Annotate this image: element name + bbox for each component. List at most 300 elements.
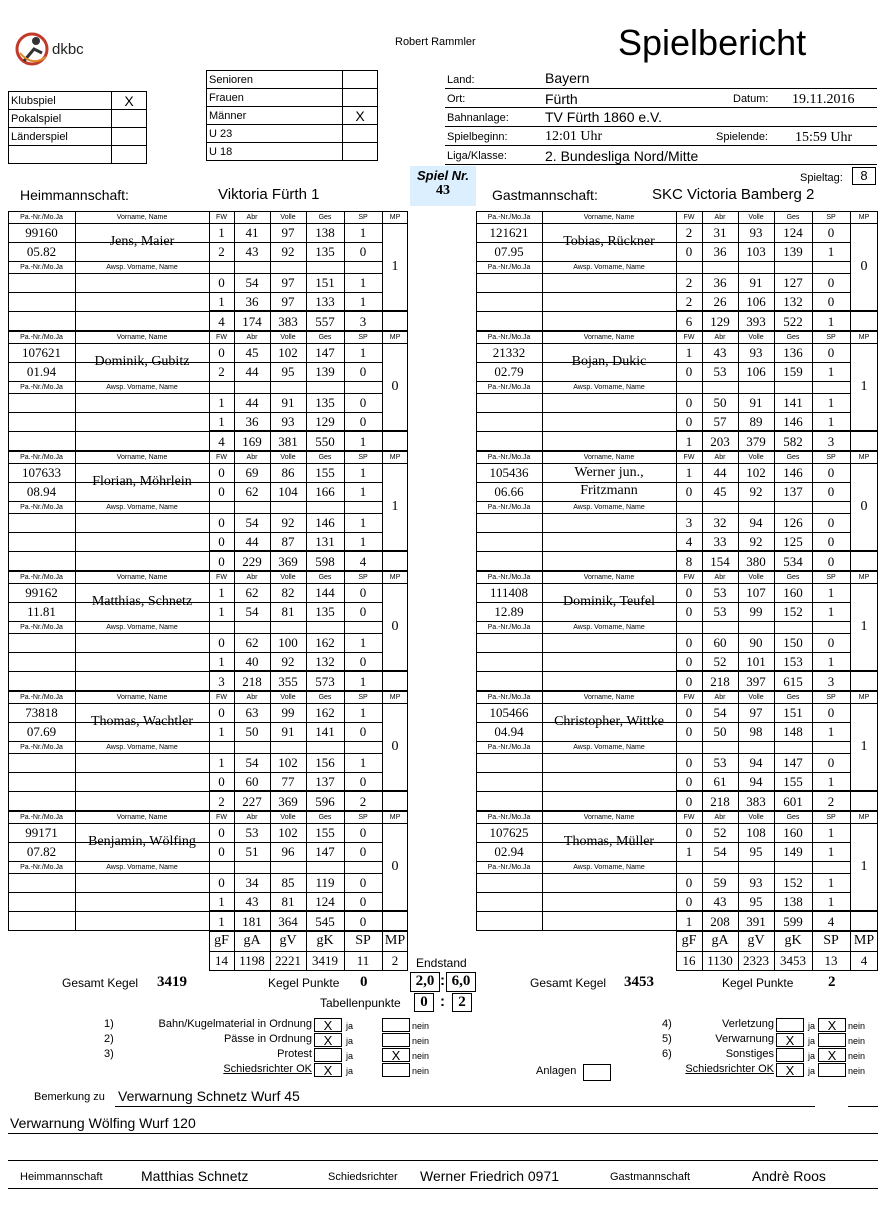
score-sp: 0 [827,293,835,309]
score-sp: 0 [359,893,367,909]
check-ja-box[interactable]: X [314,1063,342,1077]
score-ges: 131 [315,533,335,549]
bemerkung-label: Bemerkung zu [34,1091,105,1103]
score-sp: 0 [827,464,835,480]
check-nein-box[interactable]: X [382,1048,410,1062]
check-label: Sonstiges [725,1048,774,1060]
page-title: Spielbericht [618,22,807,63]
column-header-awsp: Awsp. Vorname, Name [106,743,178,751]
ort-value: Fürth [545,91,578,107]
total-sp: 2 [827,793,835,809]
type-mark[interactable] [343,71,378,89]
score-fw: 1 [685,843,693,859]
total-volle: 364 [278,913,298,929]
total-ges: 545 [315,913,335,929]
nein-label: nein [412,1066,430,1076]
total-abr: 218 [710,793,730,809]
score-ges: 126 [783,514,803,530]
score-fw: 0 [685,584,693,600]
score-volle: 97 [749,704,763,720]
ja-label: ja [346,1021,354,1031]
score-ges: 147 [315,843,335,859]
score-volle: 102 [278,754,298,770]
score-volle: 91 [749,394,763,410]
score-abr: 43 [245,893,259,909]
nein-label: nein [848,1021,866,1031]
player-moja: 07.69 [26,723,57,739]
summary-value: 14 [215,953,228,968]
score-ges: 162 [315,704,335,720]
land-value: Bayern [545,70,590,86]
player-moja: 07.82 [26,843,57,859]
check-ja-box[interactable] [776,1018,804,1032]
score-volle: 102 [746,464,766,480]
score-volle: 94 [749,773,763,789]
score-ges: 139 [783,243,803,259]
score-fw: 1 [218,394,225,410]
score-abr: 45 [713,483,727,499]
footer-home-label: Heimmannschaft [20,1171,103,1183]
spiel-label: Spiel Nr. [416,168,470,183]
summary-value: 2 [391,953,399,968]
column-header-abr: Abr [714,213,726,221]
type-label: Senioren [207,71,343,89]
score-volle: 96 [281,843,295,859]
check-label: Protest [277,1048,312,1060]
column-header-fw: FW [216,693,227,701]
score-volle: 92 [281,653,295,669]
total-ges: 596 [315,793,335,809]
summary-value: 16 [682,953,696,968]
score-sp: 0 [359,843,367,859]
column-header-abr: Abr [246,213,258,221]
score-volle: 97 [281,293,295,309]
score-ges: 152 [783,603,803,619]
score-ges: 137 [315,773,335,789]
total-volle: 355 [278,673,298,689]
column-header-awsp: Awsp. Vorname, Name [106,863,178,871]
score-sp: 1 [827,773,835,789]
total-abr: 174 [242,313,262,329]
player-pass-nr: 107633 [22,464,61,480]
beginn-value: 12:01 Uhr [545,129,603,144]
player-name: Florian, Möhrlein [92,474,192,489]
check-number: 4) [662,1018,672,1030]
score-sp: 1 [827,874,835,890]
check-nein-box[interactable] [382,1018,410,1032]
score-fw: 2 [218,363,225,379]
bemerkung-line-2: Verwarnung Wölfing Wurf 120 [10,1115,196,1131]
summary-value: 2323 [743,953,769,968]
check-ja-box[interactable]: X [776,1063,804,1077]
score-sp: 0 [827,754,835,770]
summary-header: gV [747,933,765,948]
ja-label: ja [808,1051,816,1061]
check-ja-box[interactable] [314,1048,342,1062]
total-ges: 573 [315,673,335,689]
column-header-volle: Volle [748,453,764,461]
score-volle: 97 [281,224,295,240]
column-header-mp: MP [389,333,401,341]
check-nein-box[interactable] [818,1063,846,1077]
footer-ref-name: Werner Friedrich 0971 [420,1168,560,1184]
column-header-mp: MP [858,333,870,341]
score-sp: 1 [827,394,835,410]
score-ges: 146 [315,514,335,530]
type-mark[interactable] [112,110,147,128]
score-abr: 53 [245,824,259,840]
score-ges: 135 [315,603,335,619]
total-abr: 227 [242,793,262,809]
score-sp: 1 [827,584,835,600]
type-label: Länderspiel [9,128,112,146]
score-fw: 0 [685,483,693,499]
anlagen-box[interactable] [583,1064,611,1081]
spiel-nr: 43 [436,183,450,198]
column-header-awsp-pass: Pa.-Nr./Mo.Ja [20,503,63,511]
nein-label: nein [848,1051,866,1061]
column-header-fw: FW [683,453,695,461]
total-sp: 2 [359,793,367,809]
match-point: 0 [860,259,868,274]
check-ja-box[interactable]: X [314,1033,342,1047]
column-header-ges: Ges [318,453,332,461]
summary-header: gV [279,933,297,948]
home-team-name: Viktoria Fürth 1 [218,186,320,203]
type-row [9,128,147,146]
score-ges: 155 [783,773,803,789]
check-nein-box[interactable] [818,1033,846,1047]
player-name: Thomas, Wachtler [90,714,194,729]
score-ges: 124 [315,893,335,909]
column-header-sp: SP [358,693,368,701]
player-pass-nr: 105436 [489,464,529,480]
column-header-volle: Volle [280,573,296,581]
spiel-number-box [410,166,476,206]
dkbc-logo [12,27,88,73]
column-header-pass: Pa.-Nr./Mo.Ja [487,213,531,221]
score-volle: 107 [746,584,766,600]
score-volle: 77 [281,773,295,789]
score-ges: 129 [315,413,335,429]
check-ja-box[interactable]: X [314,1018,342,1032]
column-header-name: Vorname, Name [583,813,635,821]
author: Robert Rammler [395,36,476,48]
total-abr: 229 [242,553,262,569]
ende-value: 15:59 Uhr [795,130,853,145]
column-header-name: Vorname, Name [583,573,635,581]
footer-home-name: Matthias Schnetz [141,1168,249,1184]
column-header-awsp-pass: Pa.-Nr./Mo.Ja [487,863,531,871]
score-ges: 137 [783,483,803,499]
summary-header: MP [853,933,875,948]
score-volle: 91 [749,274,763,290]
type-row [9,92,147,110]
guest-gesamt-label: Gesamt Kegel [530,976,607,990]
score-ges: 135 [315,243,335,259]
score-abr: 60 [245,773,259,789]
score-volle: 104 [278,483,298,499]
type-mark[interactable] [112,128,147,146]
score-sp: 1 [827,843,835,859]
column-header-ges: Ges [318,333,332,341]
score-abr: 51 [245,843,259,859]
score-abr: 50 [245,723,259,739]
column-header-fw: FW [216,333,227,341]
summary-value: 4 [860,953,868,968]
score-abr: 62 [245,584,259,600]
player-moja: 08.94 [26,483,57,499]
total-volle: 393 [746,313,766,329]
column-header-awsp-pass: Pa.-Nr./Mo.Ja [487,743,531,751]
land-label: Land: [447,74,475,86]
summary-value: 1198 [239,953,265,968]
score-sp: 0 [827,483,835,499]
total-abr: 129 [710,313,730,329]
type-mark[interactable]: X [112,92,147,110]
score-fw: 0 [685,413,693,429]
column-header-ges: Ges [318,813,332,821]
player-pass-nr: 121621 [489,224,529,240]
score-ges: 141 [315,723,335,739]
score-ges: 149 [783,843,803,859]
score-sp: 1 [359,634,367,650]
score-ges: 156 [315,754,335,770]
score-ges: 146 [783,464,803,480]
column-header-awsp-pass: Pa.-Nr./Mo.Ja [20,743,63,751]
score-fw: 0 [685,603,693,619]
score-abr: 52 [713,824,727,840]
type-mark[interactable] [343,89,378,107]
type-label: Pokalspiel [9,110,112,128]
total-ges: 550 [315,433,335,449]
summary-header: gK [784,933,802,948]
score-abr: 26 [713,293,727,309]
summary-value: 1130 [707,953,733,968]
column-header-name: Vorname, Name [583,333,635,341]
player-pass-nr: 99160 [25,224,58,240]
nein-label: nein [412,1036,430,1046]
bahn-label: Bahnanlage: [447,112,509,124]
column-header-awsp: Awsp. Vorname, Name [573,383,645,391]
column-header-volle: Volle [280,693,296,701]
column-header-sp: SP [826,693,836,701]
total-fw: 6 [685,313,693,329]
guest-team-label: Gastmannschaft: [492,187,598,203]
column-header-pass: Pa.-Nr./Mo.Ja [487,813,531,821]
column-header-abr: Abr [246,693,258,701]
column-header-mp: MP [389,693,401,701]
home-kp-label: Kegel Punkte [268,976,340,990]
total-ges: 598 [315,553,335,569]
type-label: Männer [207,107,343,125]
column-header-abr: Abr [714,453,726,461]
total-fw: 1 [685,913,693,929]
spieltag-label: Spieltag: [800,172,843,184]
score-sp: 1 [827,363,835,379]
score-volle: 90 [749,634,763,650]
liga-value: 2. Bundesliga Nord/Mitte [545,148,699,164]
ja-label: ja [346,1036,354,1046]
summary-header: gA [243,933,261,948]
score-ges: 119 [315,874,335,890]
check-number: 1) [104,1018,114,1030]
total-ges: 557 [315,313,335,329]
check-nein-box[interactable]: X [818,1048,846,1062]
score-ges: 160 [783,824,803,840]
score-fw: 0 [685,243,693,259]
check-ja-box[interactable]: X [776,1033,804,1047]
score-volle: 92 [281,514,295,530]
match-point: 1 [391,259,399,274]
score-sp: 1 [359,224,367,240]
score-fw: 0 [685,634,693,650]
total-abr: 181 [242,913,262,929]
score-abr: 32 [713,514,727,530]
column-header-awsp-pass: Pa.-Nr./Mo.Ja [487,383,531,391]
score-fw: 2 [218,243,225,259]
summary-value: 3453 [780,953,806,968]
player-moja: 07.95 [494,243,524,259]
total-abr: 169 [242,433,262,449]
ja-label: ja [346,1051,354,1061]
column-header-ges: Ges [318,693,332,701]
check-nein-box[interactable]: X [818,1018,846,1032]
column-header-awsp: Awsp. Vorname, Name [573,263,645,271]
score-fw: 1 [218,893,225,909]
player-moja: 06.66 [494,483,524,499]
score-volle: 94 [749,754,763,770]
type-row [207,71,378,89]
total-fw: 0 [218,553,225,569]
game-type-table [8,91,147,164]
score-sp: 0 [827,224,835,240]
score-volle: 82 [281,584,295,600]
player-name: Jens, Maier [109,234,175,249]
score-ges: 124 [783,224,803,240]
score-abr: 40 [245,653,259,669]
column-header-mp: MP [389,573,401,581]
score-ges: 127 [783,274,803,290]
score-sp: 0 [827,514,835,530]
score-abr: 53 [713,584,727,600]
type-mark[interactable] [343,143,378,161]
type-label: U 18 [207,143,343,161]
endstand-guest: 6,0 [446,972,476,992]
type-mark[interactable] [112,146,147,164]
score-fw: 2 [685,224,693,240]
column-header-volle: Volle [748,213,764,221]
player-pass-nr: 73818 [25,704,58,720]
column-header-name: Vorname, Name [116,573,168,581]
type-mark[interactable] [343,125,378,143]
score-abr: 44 [245,363,259,379]
guest-kp-value: 2 [828,974,836,990]
score-abr: 36 [245,413,259,429]
score-abr: 36 [713,243,727,259]
column-header-ges: Ges [786,573,800,581]
check-nein-box[interactable] [382,1063,410,1077]
check-label: Schiedsrichter OK [223,1063,312,1075]
score-abr: 45 [245,344,259,360]
match-point: 1 [391,499,399,514]
column-header-pass: Pa.-Nr./Mo.Ja [487,693,531,701]
score-abr: 34 [245,874,259,890]
score-sp: 0 [827,344,835,360]
home-gesamt-label: Gesamt Kegel [62,976,139,990]
score-ges: 162 [315,634,335,650]
score-fw: 0 [218,514,225,530]
score-abr: 53 [713,754,727,770]
score-volle: 89 [749,413,763,429]
total-fw: 4 [218,433,225,449]
summary-value: 3419 [312,953,338,968]
tabellen-label: Tabellenpunkte [320,996,401,1010]
footer-ref-label: Schiedsrichter [328,1171,398,1183]
score-fw: 2 [685,293,693,309]
total-ges: 615 [783,673,803,689]
score-fw: 3 [685,514,693,530]
match-point: 1 [860,379,868,394]
check-nein-box[interactable] [382,1033,410,1047]
column-header-volle: Volle [748,813,764,821]
total-volle: 380 [746,553,766,569]
datum-value: 19.11.2016 [792,92,855,107]
column-header-awsp-pass: Pa.-Nr./Mo.Ja [20,863,63,871]
score-volle: 95 [281,363,295,379]
total-volle: 383 [746,793,766,809]
column-header-awsp-pass: Pa.-Nr./Mo.Ja [487,503,531,511]
score-ges: 155 [315,464,335,480]
score-sp: 0 [827,274,835,290]
total-volle: 381 [278,433,298,449]
total-abr: 208 [710,913,730,929]
score-abr: 43 [713,893,727,909]
score-volle: 100 [278,634,298,650]
column-header-name: Vorname, Name [583,693,635,701]
score-abr: 59 [713,874,727,890]
player-moja: 12.89 [494,603,524,619]
score-fw: 0 [218,464,225,480]
summary-header: gF [681,933,697,948]
score-ges: 141 [783,394,803,410]
type-row [207,107,378,125]
column-header-ges: Ges [786,333,800,341]
player-pass-nr: 99171 [25,824,58,840]
type-mark[interactable]: X [343,107,378,125]
column-header-pass: Pa.-Nr./Mo.Ja [20,453,63,461]
column-header-abr: Abr [246,813,258,821]
total-sp: 3 [827,433,835,449]
score-volle: 99 [281,704,295,720]
score-sp: 0 [359,394,367,410]
check-ja-box[interactable] [776,1048,804,1062]
score-abr: 36 [713,274,727,290]
type-label [9,146,112,164]
column-header-volle: Volle [748,573,764,581]
total-volle: 397 [746,673,766,689]
score-sp: 1 [827,723,835,739]
column-header-fw: FW [216,213,227,221]
score-fw: 0 [685,874,693,890]
score-fw: 1 [218,723,225,739]
column-header-awsp: Awsp. Vorname, Name [573,503,645,511]
score-ges: 138 [315,224,335,240]
guest-gesamt-value: 3453 [624,974,654,990]
score-abr: 54 [245,514,259,530]
score-ges: 153 [783,653,803,669]
summary-header: MP [384,933,406,948]
